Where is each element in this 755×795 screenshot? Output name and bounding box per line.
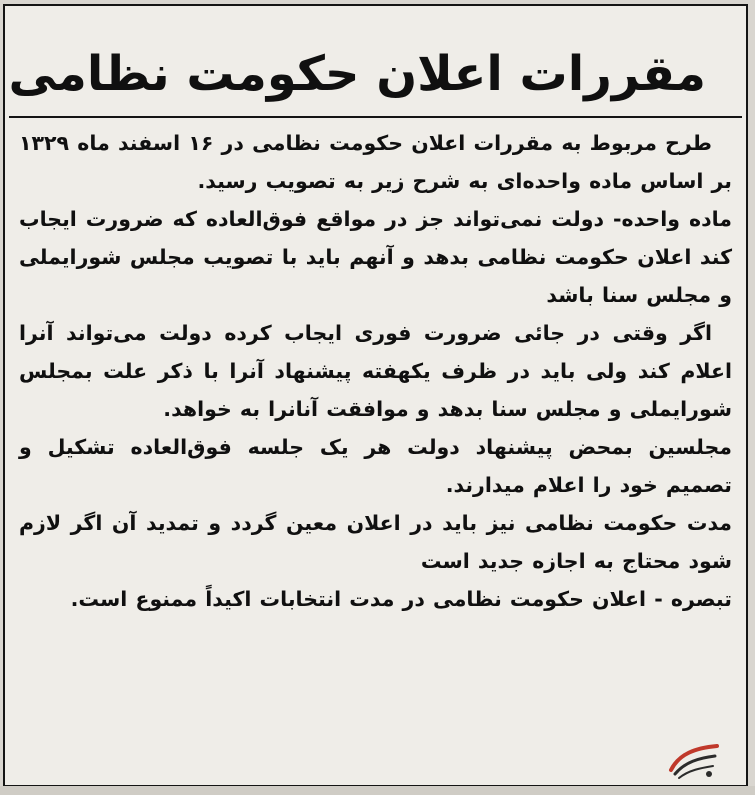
newspaper-clipping: [3, 4, 748, 786]
article-body: [19, 124, 732, 618]
title-divider: [9, 116, 742, 118]
watermark-logo-graphic: [665, 740, 725, 782]
page-title: مقررات اعلان حکومت نظامی: [8, 46, 706, 102]
news-agency-logo-icon: [665, 740, 725, 782]
scan-bottom-edge: [0, 786, 755, 795]
article-paragraph-duration: مدت حکومت نظامی نیز باید در اعلان معین گردد و تمدید آن اگر لازم شود محتاج به اجازه جدید است: [19, 511, 732, 573]
article-paragraph-parliament: مجلسین بمحض پیشنهاد دولت هر یک جلسه فوق‌العاده تشکیل و تصمیم خود را اعلام میدارند.: [19, 435, 732, 497]
article-paragraph-single-article: ماده واحده- دولت نمی‌تواند جز در مواقع فوق‌العاده که ضرورت ایجاب کند اعلان حکومت نظامی بدهد و آنهم باید با تصویب مجلس شورایملی و مجلس سنا باشد: [19, 207, 732, 307]
article-paragraph-note: تبصره - اعلان حکومت نظامی در مدت انتخابات اکیداً ممنوع است.: [70, 587, 732, 611]
article-paragraph-intro: طرح مربوط به مقررات اعلان حکومت نظامی در ۱۶ اسفند ماه ۱۳۲۹ بر اساس ماده واحده‌ای به شرح زیر به تصویب رسید.: [19, 131, 732, 193]
article-paragraph-emergency: اگر وقتی در جائی ضرورت فوری ایجاب کرده دولت می‌تواند آنرا اعلام کند ولی باید در ظرف یکهفته پیشنهاد آنرا با ذکر علت بمجلس شورایملی و مجلس سنا بدهد و موافقت آنانرا به خواهد.: [19, 321, 732, 421]
